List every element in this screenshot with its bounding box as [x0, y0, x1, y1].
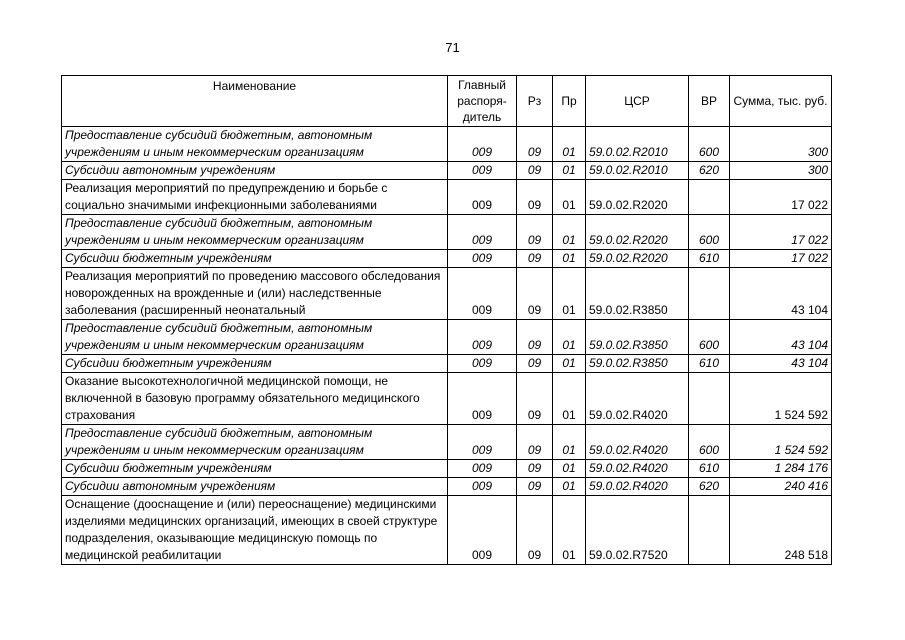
cell-ministry: 009 — [448, 478, 517, 496]
table-row — [62, 127, 832, 162]
cell-name: Субсидии автономным учреждениям — [62, 478, 448, 496]
cell-subsection: 01 — [553, 373, 586, 425]
cell-csr: 59.0.02.R2020 — [586, 215, 689, 250]
cell-subsection: 01 — [553, 320, 586, 355]
table-row — [62, 162, 832, 180]
cell-vr: 620 — [689, 478, 730, 496]
cell-ministry: 009 — [448, 162, 517, 180]
cell-ministry: 009 — [448, 320, 517, 355]
cell-subsection: 01 — [553, 215, 586, 250]
cell-section: 09 — [517, 250, 553, 268]
cell-sum: 17 022 — [730, 250, 832, 268]
cell-name: Оснащение (дооснащение и (или) переоснащение) медицинскими изделиями медицинских организаций, имеющих в своей структуре подразделения, оказывающие медицинскую помощь по медицинской реабилитации — [62, 496, 448, 565]
cell-section: 09 — [517, 460, 553, 478]
table-row — [62, 268, 832, 320]
header-subsection: Пр — [553, 76, 586, 127]
cell-subsection: 01 — [553, 496, 586, 565]
cell-ministry: 009 — [448, 460, 517, 478]
cell-section: 09 — [517, 162, 553, 180]
cell-sum: 17 022 — [730, 180, 832, 215]
cell-subsection: 01 — [553, 460, 586, 478]
header-sum: Сумма, тыс. руб. — [730, 76, 832, 127]
cell-name: Предоставление субсидий бюджетным, автономным учреждениям и иным некоммерческим организациям — [62, 425, 448, 460]
table-body — [62, 127, 832, 565]
cell-sum: 1 284 176 — [730, 460, 832, 478]
table-row — [62, 425, 832, 460]
cell-subsection: 01 — [553, 355, 586, 373]
cell-sum: 1 524 592 — [730, 373, 832, 425]
cell-section: 09 — [517, 373, 553, 425]
cell-subsection: 01 — [553, 425, 586, 460]
cell-subsection: 01 — [553, 478, 586, 496]
cell-csr: 59.0.02.R4020 — [586, 478, 689, 496]
cell-csr: 59.0.02.R3850 — [586, 268, 689, 320]
cell-csr: 59.0.02.R2010 — [586, 127, 689, 162]
cell-name: Предоставление субсидий бюджетным, автономным учреждениям и иным некоммерческим организациям — [62, 215, 448, 250]
table-row — [62, 355, 832, 373]
budget-table — [61, 75, 832, 565]
cell-vr: 600 — [689, 215, 730, 250]
cell-sum: 17 022 — [730, 215, 832, 250]
table-row — [62, 180, 832, 215]
cell-sum: 300 — [730, 127, 832, 162]
header-section: Рз — [517, 76, 553, 127]
header-ministry: Главный распоря-дитель — [448, 76, 517, 127]
cell-vr: 600 — [689, 425, 730, 460]
cell-subsection: 01 — [553, 127, 586, 162]
cell-name: Реализация мероприятий по проведению массового обследования новорожденных на врожденные и (или) наследственные заболевания (расширенный неонатальный — [62, 268, 448, 320]
cell-section: 09 — [517, 268, 553, 320]
cell-ministry: 009 — [448, 268, 517, 320]
cell-name: Субсидии автономным учреждениям — [62, 162, 448, 180]
cell-sum: 300 — [730, 162, 832, 180]
cell-subsection: 01 — [553, 180, 586, 215]
cell-name: Предоставление субсидий бюджетным, автономным учреждениям и иным некоммерческим организациям — [62, 127, 448, 162]
cell-sum: 240 416 — [730, 478, 832, 496]
cell-ministry: 009 — [448, 127, 517, 162]
cell-csr: 59.0.02.R4020 — [586, 425, 689, 460]
cell-section: 09 — [517, 180, 553, 215]
cell-vr — [689, 268, 730, 320]
cell-section: 09 — [517, 478, 553, 496]
table-row — [62, 478, 832, 496]
cell-section: 09 — [517, 127, 553, 162]
table-row — [62, 215, 832, 250]
table-row — [62, 460, 832, 478]
table-row — [62, 496, 832, 565]
cell-name: Предоставление субсидий бюджетным, автономным учреждениям и иным некоммерческим организациям — [62, 320, 448, 355]
cell-section: 09 — [517, 320, 553, 355]
cell-ministry: 009 — [448, 180, 517, 215]
cell-vr: 610 — [689, 250, 730, 268]
cell-sum: 1 524 592 — [730, 425, 832, 460]
cell-csr: 59.0.02.R2010 — [586, 162, 689, 180]
header-name: Наименование — [62, 76, 448, 127]
cell-section: 09 — [517, 215, 553, 250]
cell-subsection: 01 — [553, 268, 586, 320]
cell-subsection: 01 — [553, 162, 586, 180]
cell-section: 09 — [517, 496, 553, 565]
header-vr: ВР — [689, 76, 730, 127]
cell-csr: 59.0.02.R7520 — [586, 496, 689, 565]
cell-ministry: 009 — [448, 355, 517, 373]
cell-vr — [689, 180, 730, 215]
cell-ministry: 009 — [448, 215, 517, 250]
cell-vr: 600 — [689, 320, 730, 355]
cell-name: Субсидии бюджетным учреждениям — [62, 250, 448, 268]
page-number: 71 — [445, 40, 460, 55]
cell-section: 09 — [517, 355, 553, 373]
cell-section: 09 — [517, 425, 553, 460]
table-row — [62, 320, 832, 355]
cell-vr — [689, 496, 730, 565]
cell-name: Субсидии бюджетным учреждениям — [62, 355, 448, 373]
cell-name: Субсидии бюджетным учреждениям — [62, 460, 448, 478]
cell-name: Реализация мероприятий по предупреждению и борьбе с социально значимыми инфекционными заболеваниями — [62, 180, 448, 215]
cell-sum: 43 104 — [730, 355, 832, 373]
header-csr: ЦСР — [586, 76, 689, 127]
cell-csr: 59.0.02.R4020 — [586, 460, 689, 478]
cell-vr — [689, 373, 730, 425]
cell-vr: 610 — [689, 355, 730, 373]
table-header-row — [62, 76, 832, 127]
cell-vr: 600 — [689, 127, 730, 162]
cell-sum: 43 104 — [730, 268, 832, 320]
cell-subsection: 01 — [553, 250, 586, 268]
cell-csr: 59.0.02.R2020 — [586, 180, 689, 215]
cell-vr: 610 — [689, 460, 730, 478]
cell-ministry: 009 — [448, 496, 517, 565]
cell-vr: 620 — [689, 162, 730, 180]
cell-csr: 59.0.02.R2020 — [586, 250, 689, 268]
cell-csr: 59.0.02.R3850 — [586, 355, 689, 373]
cell-name: Оказание высокотехнологичной медицинской помощи, не включенной в базовую программу обязательного медицинского страхования — [62, 373, 448, 425]
cell-ministry: 009 — [448, 425, 517, 460]
cell-sum: 248 518 — [730, 496, 832, 565]
cell-ministry: 009 — [448, 373, 517, 425]
cell-sum: 43 104 — [730, 320, 832, 355]
table-row — [62, 250, 832, 268]
cell-csr: 59.0.02.R4020 — [586, 373, 689, 425]
table-row — [62, 373, 832, 425]
cell-ministry: 009 — [448, 250, 517, 268]
cell-csr: 59.0.02.R3850 — [586, 320, 689, 355]
